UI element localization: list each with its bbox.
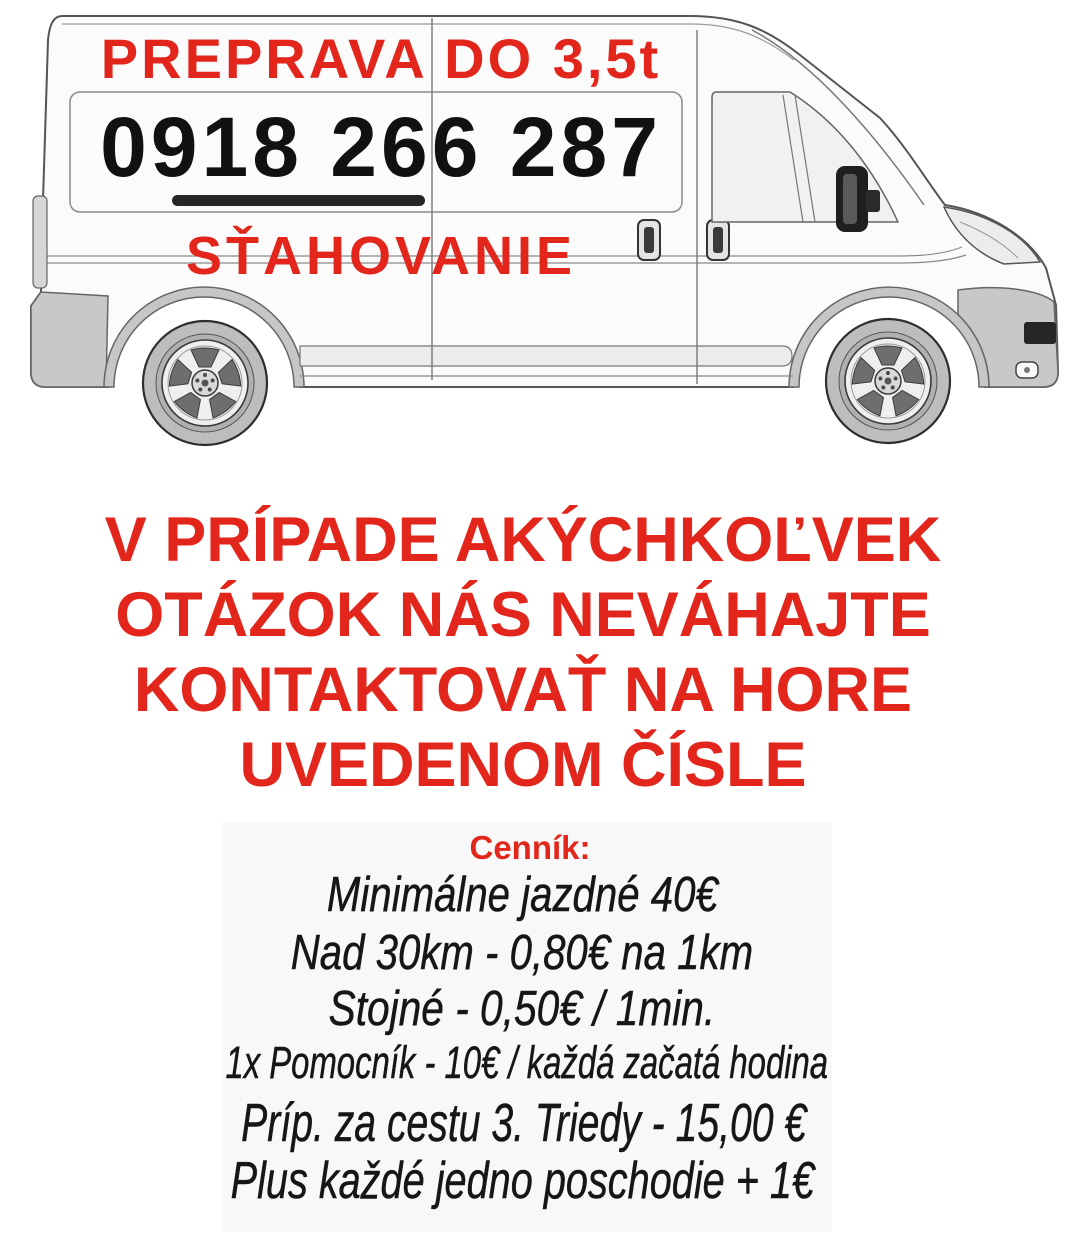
notice-line: KONTAKTOVAŤ NA HORE xyxy=(133,655,913,725)
price-item xyxy=(0,1152,1044,1210)
side-molding xyxy=(300,346,792,366)
price-item xyxy=(0,868,1044,922)
price-item-text: Nad 30km - 0,80€ na 1km xyxy=(290,926,754,980)
rear-bumper xyxy=(31,292,108,387)
notice-line: UVEDENOM ČÍSLE xyxy=(239,730,807,800)
rear-wheel xyxy=(143,321,267,445)
contact-notice xyxy=(0,503,1046,803)
price-item-text: Príp. za cestu 3. Triedy - 15,00 € xyxy=(241,1093,807,1153)
price-item xyxy=(0,926,1044,980)
price-item xyxy=(5,1037,1049,1088)
mirror-arm xyxy=(866,190,880,212)
price-item-text: Stojné - 0,50€ / 1min. xyxy=(328,982,716,1036)
van-moving-label: SŤAHOVANIE xyxy=(185,226,577,286)
fog-light-lens xyxy=(1024,367,1030,373)
price-item-text: Minimálne jazdné 40€ xyxy=(326,868,718,922)
mirror-glass xyxy=(843,174,857,224)
front-wheel xyxy=(826,319,950,443)
front-vent xyxy=(1024,322,1056,344)
price-item-text: Plus každé jedno poschodie + 1€ xyxy=(230,1152,814,1210)
price-item xyxy=(0,982,1044,1036)
price-item xyxy=(2,1093,1046,1153)
price-list-heading: Cenník: xyxy=(469,829,591,866)
price-item-text: 1x Pomocník - 10€ / každá začatá hodina xyxy=(225,1037,829,1088)
van-service-heading: PREPRAVA DO 3,5t xyxy=(100,27,662,90)
sliding-door-rail xyxy=(172,195,425,206)
notice-line: OTÁZOK NÁS NEVÁHAJTE xyxy=(115,580,931,650)
notice-line: V PRÍPADE AKÝCHKOĽVEK xyxy=(104,505,942,575)
van-phone-number: 0918 266 287 xyxy=(100,100,662,194)
